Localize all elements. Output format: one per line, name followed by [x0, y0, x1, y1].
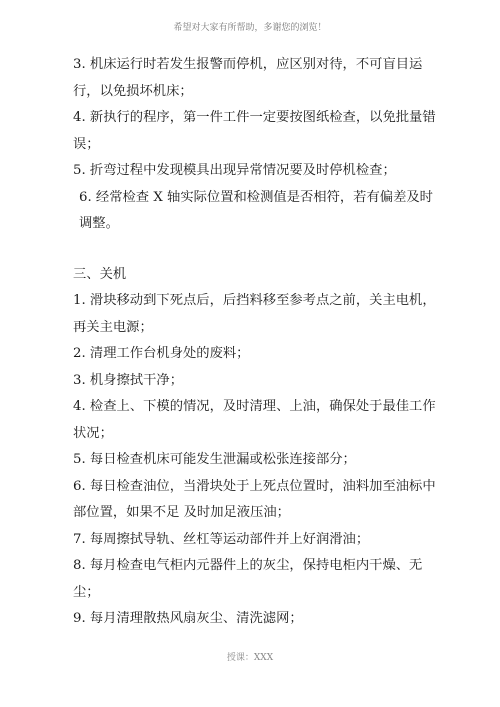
section-title: 三、关机 [73, 266, 127, 282]
page-header: 希望对大家有所帮助，多谢您的浏览！ [173, 23, 327, 33]
shutdown-item-9: 9. 每月清理散热风扇灰尘、清洗滤网； [73, 611, 303, 626]
shutdown-item-7: 7. 每周擦拭导轨、丝杠等运动部件并上好润滑油； [73, 531, 370, 547]
shutdown-item-3: 3. 机身擦拭干净； [73, 372, 183, 388]
shutdown-item-2: 2. 清理工作台机身处的废料； [73, 346, 250, 361]
paragraph-item-3: 3. 机床运行时若发生报警而停机，应区别对待，不可盲目运行，以免损坏机床； [73, 57, 423, 99]
document-body [73, 52, 443, 633]
shutdown-item-6: 6. 每日检查油位，当滑块处于上死点位置时，油料加至油标中部位置，如果不足 及时加足液压油； [73, 478, 436, 520]
shutdown-item-8: 8. 每月检查电气柜内元器件上的灰尘，保持电柜内干燥、无尘； [73, 558, 423, 600]
paragraph-item-6: 6. 经常检查 X 轴实际位置和检测值是否相符，若有偏差及时调整。 [79, 189, 433, 231]
page-footer: 授课：XXX [226, 653, 274, 663]
shutdown-item-1: 1. 滑块移动到下死点后，后挡料移至参考点之前，关主电机，再关主电源； [73, 293, 436, 335]
paragraph-item-4: 4. 新执行的程序，第一件工件一定要按图纸检查，以免批量错误； [73, 110, 436, 152]
paragraph-item-5: 5. 折弯过程中发现模具出现异常情况要及时停机检查； [73, 163, 396, 178]
shutdown-item-5: 5. 每日检查机床可能发生泄漏或松张连接部分； [73, 452, 356, 467]
shutdown-item-4: 4. 检查上、下模的情况，及时清理、上油，确保处于最佳工作状况； [73, 399, 436, 441]
